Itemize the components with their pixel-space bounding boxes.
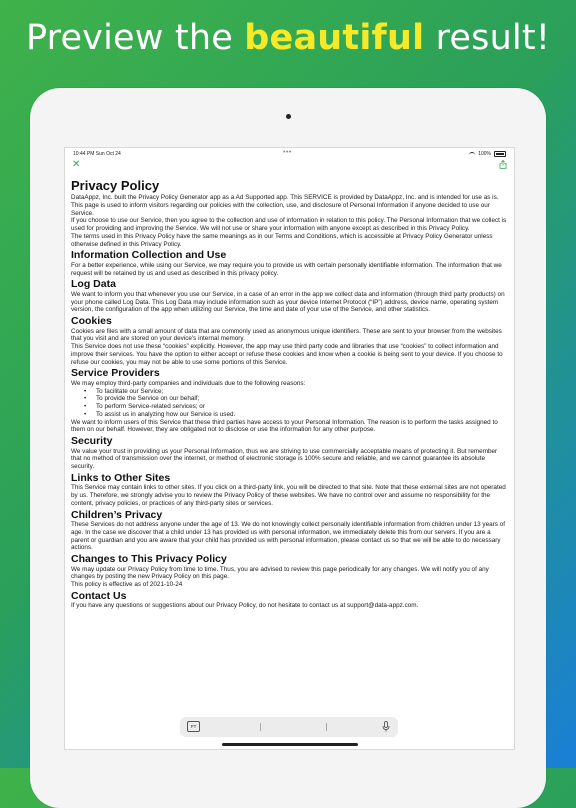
section-heading-contact: Contact Us (71, 589, 127, 602)
camera-dot (286, 114, 291, 119)
changes-paragraph-1: We may update our Privacy Policy from time to time. Thus, you are advised to review this page periodically for any changes. We will notify you of any changes by posting the new Privacy Policy on this page. (71, 565, 489, 581)
status-bar (65, 148, 514, 159)
app-screen (64, 147, 515, 750)
section-heading-log-data: Log Data (71, 278, 116, 291)
section-heading-security: Security (71, 435, 113, 447)
status-time: 10:44 PM Sun Oct 24 (73, 151, 121, 157)
changes-paragraph-2: This policy is effective as of 2021-10-24 (71, 581, 183, 588)
section-heading-service-providers: Service Providers (71, 367, 160, 380)
intro-paragraph-1: DataAppz, Inc. built the Privacy Policy Generator app as a Ad Supported app. This SERVICE is provided by DataAppz, Inc. and is intended for use as is. (71, 194, 499, 201)
log-data-paragraph: We want to inform you that whenever you use our Service, in a case of an error in the app we collect data and information (through third party products) on your phone called Log Data. This Log Data may include information such as your device Internet Protocol (“IP”) address, device name, operating system version, the configuration of the app when utilizing our Service, the time and date of your use of the Service, and other statistics. (71, 290, 505, 314)
list-item: • To perform Service-related services; or (71, 403, 507, 411)
providers-paragraph-1: We may employ third-party companies and individuals due to the following reasons: (71, 379, 306, 387)
contact-paragraph: If you have any questions or suggestions about our Privacy Policy, do not hesitate to contact us at support@data-appz.com. (71, 602, 419, 610)
headline-suffix: result! (424, 18, 551, 58)
security-paragraph: We value your trust in providing us your Personal Information, thus we are striving to use commercially acceptable means of protecting it. But remember that no method of transmission over the internet, or method of electronic storage is 100% secure and reliable, and we cannot guarantee its absolute security. (71, 447, 498, 470)
providers-paragraph-2: We want to inform users of this Service that these third parties have access to your Personal Information. The reason is to perform the tasks assigned to them on our behalf. However, they are obligated not to disclose or use the information for any other purpose. (71, 418, 498, 434)
microphone-icon[interactable] (382, 721, 390, 732)
text-format-button[interactable]: PT (187, 721, 200, 732)
battery-percent: 100% (478, 151, 491, 157)
collection-paragraph: For a better experience, while using our Service, we may require you to provide us with certain personally identifiable information. The information that we request will be retained by us and used as described in this privacy policy. (71, 261, 502, 277)
close-button[interactable]: ✕ (72, 159, 81, 170)
section-heading-changes: Changes to This Privacy Policy (71, 553, 227, 565)
cookies-paragraph-2: This Service does not use these “cookies” explicitly. However, the app may use third party code and libraries that use “cookies” to collect information and improve their services. You have the option to either accept or refuse these cookies and know when a cookie is being sent to your device. If you choose to refuse our cookies, you may not be able to use some portions of this Service. (71, 343, 503, 366)
home-indicator[interactable] (222, 743, 358, 746)
wifi-icon (469, 152, 475, 157)
battery-icon (494, 151, 506, 157)
cookies-paragraph-1: Cookies are files with a small amount of data that are commonly used as anonymous unique identifiers. These are sent to your browser from the websites that you visit and are stored on your device's internal memory. (71, 327, 502, 343)
links-paragraph: This Service may contain links to other sites. If you click on a third-party link, you will be directed to that site. Note that these external sites are not operated by us. Therefore, we strongly advise you to review the Privacy Policy of these websites. We have no control over and assume no responsibility for the content, privacy policies, or practices of any third-party sites or services. (71, 484, 506, 507)
headline-prefix: Preview the (25, 18, 245, 58)
toolbar-divider (326, 723, 327, 731)
nav-bar (65, 159, 514, 175)
intro-paragraph-3: If you choose to use our Service, then you agree to the collection and use of information in relation to this policy. The Personal Information that we collect is used for providing and improving the Service. We will not use or share your information with anyone except as described in this Privacy Policy. (71, 217, 507, 232)
page-title: Privacy Policy (71, 178, 160, 193)
headline-highlight: beautiful (244, 18, 425, 58)
shortcut-toolbar (180, 717, 398, 737)
section-heading-cookies: Cookies (71, 315, 112, 327)
intro-paragraph-2: This page is used to inform visitors regarding our policies with the collection, use, and disclosure of Personal Information if anyone decided to use our Service. (71, 201, 490, 217)
providers-list (71, 388, 507, 419)
status-right (469, 151, 506, 157)
share-icon[interactable] (499, 160, 507, 169)
section-heading-children: Children’s Privacy (71, 508, 163, 521)
section-heading-collection: Information Collection and Use (71, 249, 227, 262)
promo-headline (0, 18, 576, 58)
policy-content (71, 178, 507, 610)
list-item: • To facilitate our Service; (71, 388, 507, 396)
toolbar-divider (260, 723, 261, 731)
list-item: • To provide the Service on our behalf; (71, 395, 507, 403)
multitasking-dots-icon[interactable]: ••• (283, 149, 292, 156)
intro-paragraph-4: The terms used in this Privacy Policy have the same meanings as in our Terms and Conditions, which is accessible at Privacy Policy Generator unless otherwise defined in this Privacy Policy. (71, 232, 493, 248)
list-item: • To assist us in analyzing how our Service is used. (71, 411, 507, 419)
section-heading-links: Links to Other Sites (71, 471, 171, 484)
children-paragraph: These Services do not address anyone under the age of 13. We do not knowingly collect personally identifiable information from children under 13 years of age. In the case we discover that a child under 13 has provided us with personal information, we immediately delete this from our servers. If you are a parent or guardian and you are aware that your child has provided us with personal information, please contact us so that we will be able to do necessary actions. (71, 521, 505, 552)
